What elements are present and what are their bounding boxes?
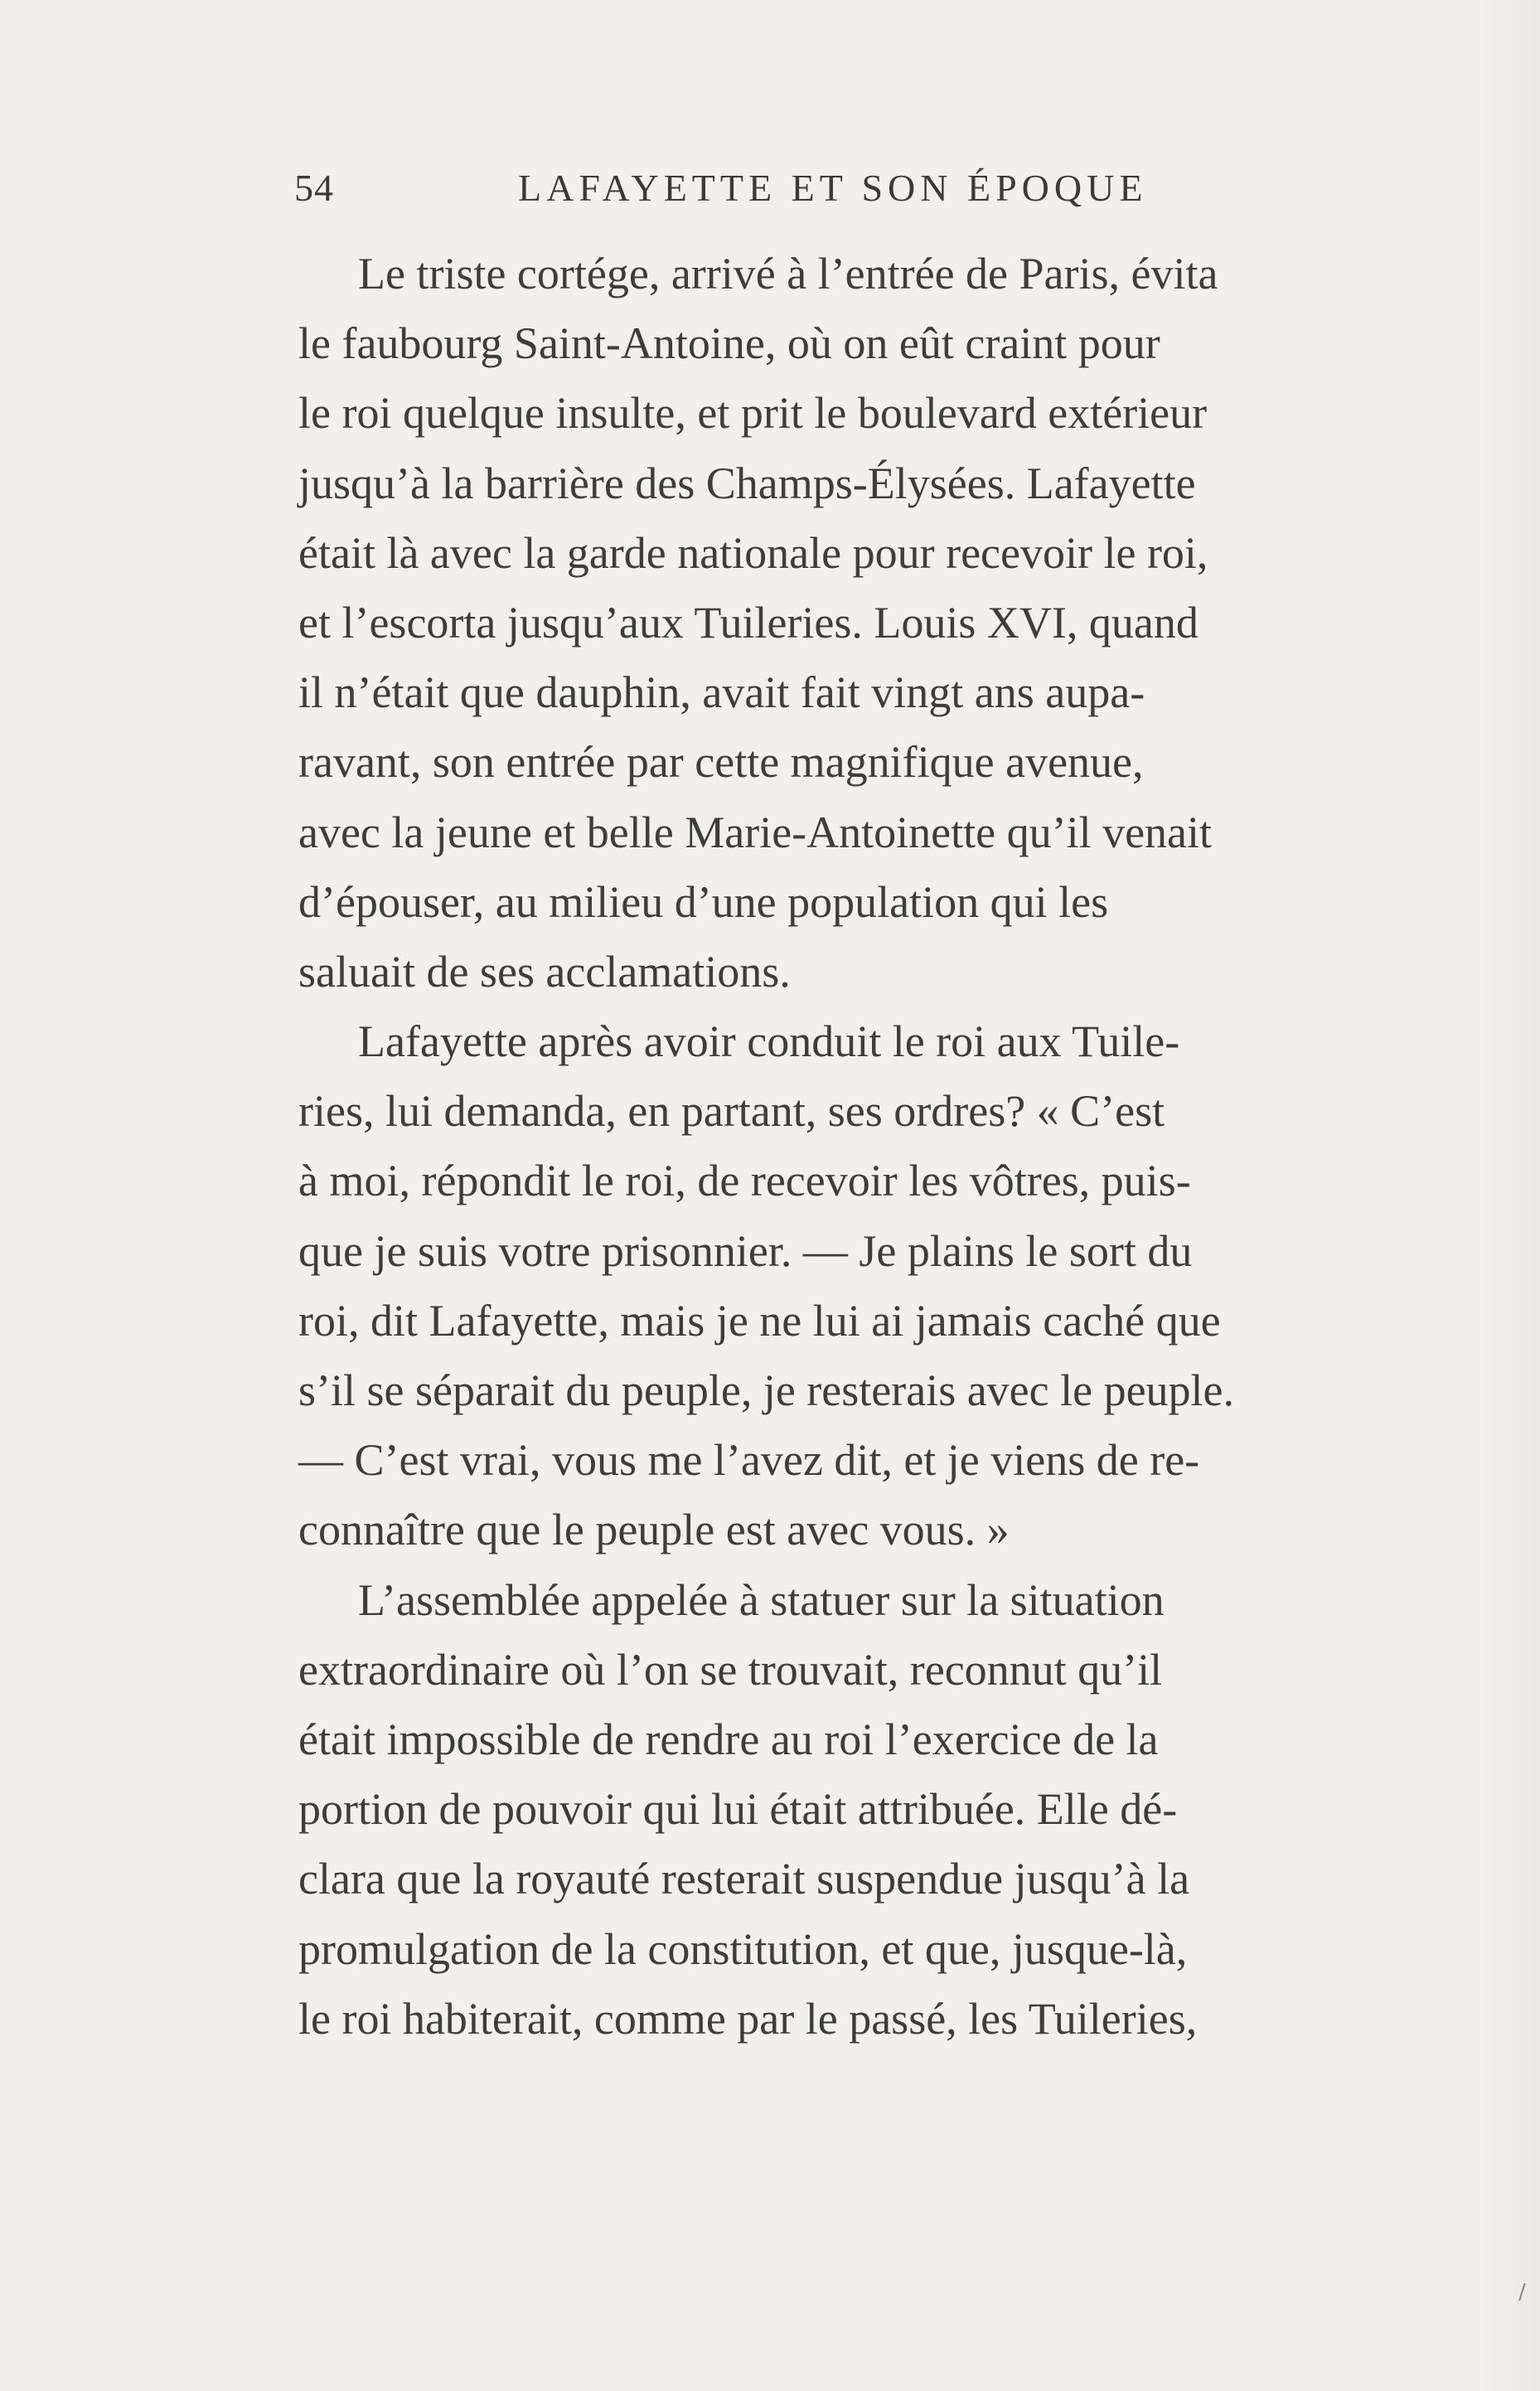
page-number: 54 [294,167,334,209]
text-line: le roi quelque insulte, et prit le boulevard extérieur [298,388,1208,439]
text-line: Lafayette après avoir conduit le roi aux Tuile- [358,1016,1180,1067]
text-line: était là avec la garde nationale pour recevoir le roi, [298,527,1208,578]
text-line: et l’escorta jusqu’aux Tuileries. Louis XVI, quand [298,597,1199,647]
text-line: L’assemblée appelée à statuer sur la situation [358,1574,1165,1625]
text-line: promulgation de la constitution, et que, jusque-là, [298,1923,1188,1974]
text-line: d’épouser, au milieu d’une population qui les [298,876,1109,927]
paper-speck: / [1518,2280,1526,2305]
text-line: portion de pouvoir qui lui était attribuée. Elle dé- [298,1784,1178,1835]
text-line: clara que la royauté resterait suspendue jusqu’à la [298,1854,1190,1904]
running-head [294,166,1206,216]
text-line: Le triste cortége, arrivé à l’entrée de Paris, évita [358,249,1218,298]
text-line: le roi habiterait, comme par le passé, les Tuileries, [298,1993,1198,2044]
text-line: extraordinaire où l’on se trouvait, reconnut qu’il [298,1644,1163,1695]
text-line: — C’est vrai, vous me l’avez dit, et je viens de re- [298,1435,1200,1486]
text-line: que je suis votre prisonnier. — Je plains le sort du [298,1225,1193,1276]
text-line: saluait de ses acclamations. [298,946,791,997]
text-line: jusqu’à la barrière des Champs-Élysées. Lafayette [298,458,1196,508]
text-line: il n’était que dauphin, avait fait vingt ans aupa- [298,667,1145,718]
text-line: le faubourg Saint-Antoine, où on eût craint pour [298,318,1160,369]
text-line: avec la jeune et belle Marie-Antoinette qu’il venait [298,807,1213,857]
running-title: LAFAYETTE ET SON ÉPOQUE [518,167,1148,209]
text-line: à moi, répondit le roi, de recevoir les vôtres, puis- [298,1156,1191,1206]
text-line: ravant, son entrée par cette magnifique avenue, [298,737,1144,788]
text-line: était impossible de rendre au roi l’exercice de la [298,1714,1159,1764]
body-text [298,239,1459,2054]
text-line: s’il se séparait du peuple, je resterais avec le peuple. [298,1365,1235,1415]
text-line: connaître que le peuple est avec vous. » [298,1505,1010,1555]
text-line: roi, dit Lafayette, mais je ne lui ai jamais caché que [298,1295,1221,1346]
text-line: ries, lui demanda, en partant, ses ordres? « C’est [298,1086,1165,1137]
